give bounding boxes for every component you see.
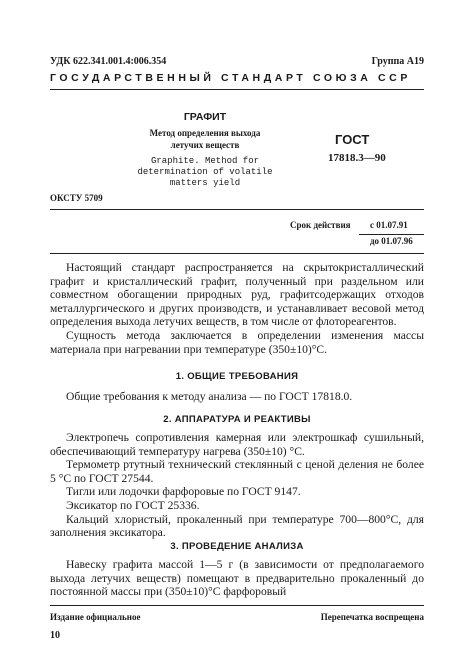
standard-title: ГОСУДАРСТВЕННЫЙ СТАНДАРТ СОЮЗА ССР (50, 72, 411, 84)
footer-rule (50, 605, 424, 606)
analysis-paragraph: Навеску графита массой 1—5 г (в зависимости от предполагаемого выхода летучих веществ) помещают в предварительно прокаленный до постоянной массы при (350±10)°С фарфоровый (50, 558, 424, 599)
subtitle-ru-line1: Метод определения выхода (149, 128, 261, 138)
reagent-calcium-chloride: Кальций хлористый, прокаленный при температуре 700—800°С, для заполнения эксикатора. (50, 512, 424, 540)
validity-to: до 01.07.96 (370, 236, 413, 246)
section-3-title: 3. ПРОВЕДЕНИЕ АНАЛИЗА (170, 541, 304, 552)
footer-reprint: Перепечатка воспрещена (320, 612, 424, 622)
subtitle-en-line1: Graphite. Method for (150, 156, 260, 166)
subtitle-en-line2: determination of volatile (137, 167, 273, 177)
page-number: 10 (50, 630, 60, 641)
udk-code: УДК 622.341.001.4:006.354 (50, 56, 167, 67)
section-2-title: 2. АППАРАТУРА И РЕАКТИВЫ (163, 414, 311, 425)
subtitle-en-line3: matters yield (169, 178, 241, 188)
intro-paragraph: Настоящий стандарт распространяется на скрытокристаллический графит и кристаллический графит, полученный при раздельном или совместном обогащении природных руд, графитсодержащих отходов металлургического и других производств, и устанавливает весовой метод определения выхода летучих веществ, в том числе от флотореагентов. (50, 261, 424, 329)
section-1-text: Общие требования к методу анализа — по ГОСТ 17818.0. (66, 390, 353, 403)
doc-title: ГРАФИТ (183, 111, 227, 123)
apparatus-crucibles: Тигли или лодочки фарфоровые по ГОСТ 9147. (66, 485, 301, 499)
intro-block (50, 261, 424, 356)
header-rule (50, 89, 424, 90)
apparatus-furnace: Электропечь сопротивления камерная или электрошкаф сушильный, обеспечивающий температуру нагрева (350±10) °С. (50, 431, 424, 458)
okstu-code: ОКСТУ 5709 (50, 193, 103, 203)
essence-paragraph: Сущность метода заключается в определении изменения массы материала при нагревании при температуре (350±10)°С. (50, 328, 424, 356)
group-code: Группа А19 (371, 56, 424, 67)
title-block-rule (50, 209, 424, 210)
validity-label: Срок действия (290, 220, 351, 230)
gost-label: ГОСТ (335, 132, 370, 147)
apparatus-thermometer: Термометр ртутный технический стеклянный с ценой деления не более 5 °С по ГОСТ 27544. (50, 458, 424, 485)
validity-rule (50, 253, 424, 254)
footer-official: Издание официальное (50, 612, 141, 622)
gost-number: 17818.3—90 (328, 152, 386, 164)
validity-from: с 01.07.91 (370, 220, 408, 230)
section-1-title: 1. ОБЩИЕ ТРЕБОВАНИЯ (175, 371, 299, 382)
apparatus-desiccator: Эксикатор по ГОСТ 25336. (66, 498, 200, 512)
section-1-block (50, 390, 424, 404)
validity-divider (359, 234, 424, 235)
section-3-block (50, 558, 424, 599)
subtitle-ru-line2: летучих веществ (170, 140, 240, 150)
section-2-block (50, 431, 424, 540)
